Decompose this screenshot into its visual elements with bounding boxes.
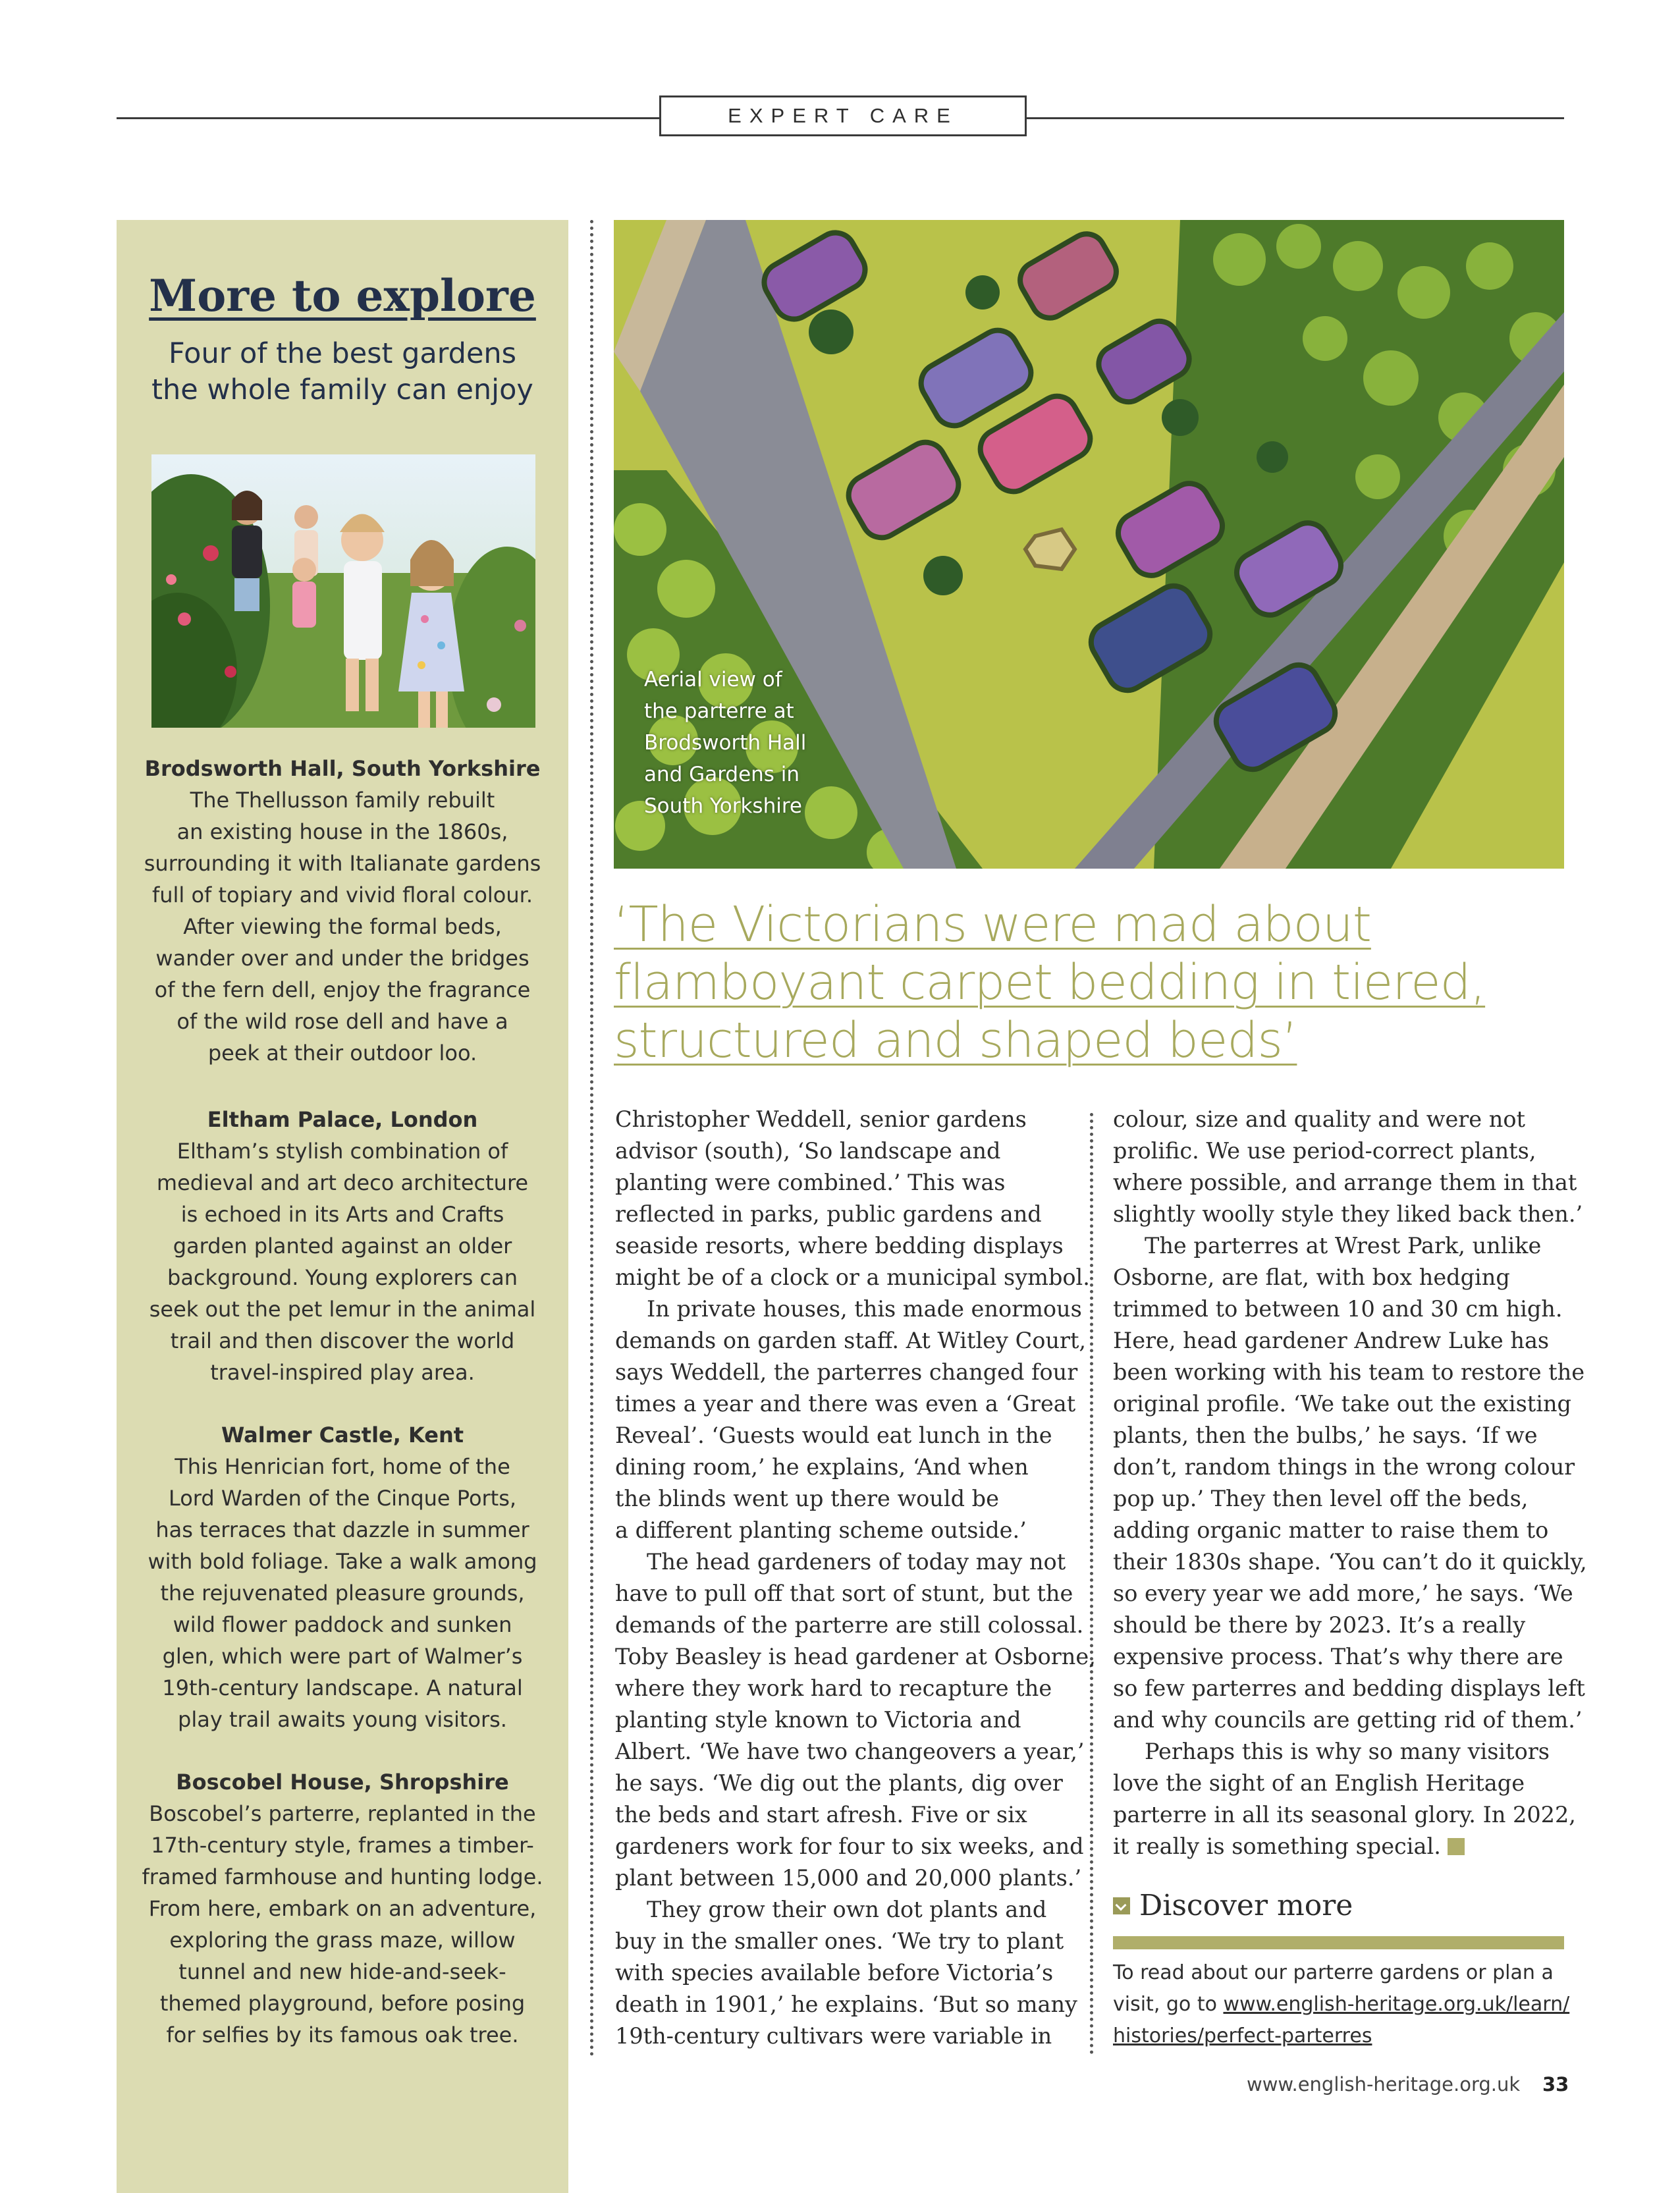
article-line: Christopher Weddell, senior gardens <box>615 1106 1027 1132</box>
article-line: with species available before Victoria’s <box>615 1960 1054 1986</box>
sidebar-entry-walmer <box>117 1419 568 1735</box>
article-line: plant between 15,000 and 20,000 plants.’ <box>615 1865 1082 1891</box>
family-garden-photo <box>151 454 535 728</box>
discover-more-label: Discover more <box>1139 1889 1353 1922</box>
section-label: EXPERT CARE <box>659 95 1027 136</box>
article-line: Perhaps this is why so many visitors <box>1145 1739 1550 1764</box>
discover-more-heading <box>1113 1889 1353 1922</box>
article-line: colour, size and quality and were not <box>1113 1106 1525 1132</box>
article-line: slightly woolly style they liked back then.’ <box>1113 1201 1583 1227</box>
footer-url: www.english-heritage.org.uk <box>1247 2073 1521 2096</box>
article-line: reflected in parks, public gardens and <box>615 1201 1042 1227</box>
article-line: so every year we add more,’ he says. ‘We <box>1113 1581 1573 1606</box>
article-line: adding organic matter to raise them to <box>1113 1517 1549 1543</box>
article-line: They grow their own dot plants and <box>647 1897 1047 1922</box>
article-line: says Weddell, the parterres changed four <box>615 1359 1078 1385</box>
entry-heading: Eltham Palace, London <box>207 1107 478 1132</box>
article-line: Reveal’. ‘Guests would eat lunch in the <box>615 1422 1052 1448</box>
article-line: planting were combined.’ This was <box>615 1170 1006 1195</box>
end-mark <box>1448 1838 1465 1855</box>
article-line: The parterres at Wrest Park, unlike <box>1145 1233 1542 1259</box>
article-line: demands on garden staff. At Witley Court, <box>615 1328 1087 1353</box>
discover-text: To read about our parterre gardens or plan a visit, go to <box>1113 1961 1554 2016</box>
sidebar-subtitle-line: Four of the best gardens <box>168 337 517 370</box>
article-line: the blinds went up there would be <box>615 1486 999 1511</box>
article-line: seaside resorts, where bedding displays <box>615 1233 1064 1259</box>
discover-more-text <box>1113 1957 1574 2052</box>
article-line: gardeners work for four to six weeks, and <box>615 1833 1084 1859</box>
discover-more-bar <box>1113 1936 1564 1949</box>
article-line: buy in the smaller ones. ‘We try to plant <box>615 1928 1064 1954</box>
header-rule-right <box>1027 117 1564 119</box>
article-line: dining room,’ he explains, ‘And when <box>615 1454 1029 1480</box>
article-line: 19th-century cultivars were variable in <box>615 2023 1052 2049</box>
article-line: might be of a clock or a municipal symbol. <box>615 1264 1090 1290</box>
article-line: plants, then the bulbs,’ he says. ‘If we <box>1113 1422 1538 1448</box>
article-line: should be there by 2023. It’s a really <box>1113 1612 1526 1638</box>
sidebar-entry-eltham <box>117 1104 568 1388</box>
column-divider <box>1090 1113 1093 2055</box>
entry-heading: Brodsworth Hall, South Yorkshire <box>144 756 541 781</box>
article-line: Albert. ‘We have two changeovers a year,’ <box>615 1739 1085 1764</box>
entry-text: This Henrician fort, home of the Lord Warden of the Cinque Ports, has terraces that dazzle in summer with bold foliage. Take a walk among the rejuvenated pleasure grounds, wild flower paddock and sunken glen, which were part of Walmer’s 19th-century landscape. A natural play trail awaits young visitors. <box>148 1454 537 1732</box>
entry-heading: Walmer Castle, Kent <box>221 1422 464 1448</box>
article-line: prolific. We use period-correct plants, <box>1113 1138 1536 1164</box>
article-line: Osborne, are flat, with box hedging <box>1113 1264 1510 1290</box>
article-line: trimmed to between 10 and 30 cm high. <box>1113 1296 1563 1322</box>
article-line: death in 1901,’ he explains. ‘But so many <box>615 1991 1077 2017</box>
sidebar-title: More to explore <box>149 270 536 321</box>
article-line: and why councils are getting rid of them.’ <box>1113 1707 1583 1733</box>
article-line: The head gardeners of today may not <box>647 1549 1066 1575</box>
article-column-2 <box>1113 1104 1587 1862</box>
entry-text: The Thellusson family rebuilt an existing house in the 1860s, surrounding it with Italianate gardens full of topiary and vivid floral colour. After viewing the formal beds, wander over and under the bridges of the fern dell, enjoy the fragrance of the wild rose dell and have a peek at their outdoor loo. <box>144 788 541 1066</box>
article-line: planting style known to Victoria and <box>615 1707 1021 1733</box>
entry-text: Eltham’s stylish combination of medieval and art deco architecture is echoed in its Arts and Crafts garden planted against an older background. Young explorers can seek out the pet lemur in the animal trail and then discover the world travel-inspired play area. <box>149 1139 536 1385</box>
pull-quote: ‘The Victorians were mad about flamboyant carpet bedding in tiered, structured and shaped beds’ <box>614 896 1486 1069</box>
column-divider <box>590 220 593 2057</box>
article-line: original profile. ‘We take out the existing <box>1113 1391 1571 1417</box>
article-line: times a year and there was even a ‘Great <box>615 1391 1076 1417</box>
article-line: Here, head gardener Andrew Luke has <box>1113 1328 1550 1353</box>
arrow-icon <box>1113 1897 1130 1914</box>
article-line: the beds and start afresh. Five or six <box>615 1802 1027 1828</box>
article-line: a different planting scheme outside.’ <box>615 1517 1027 1543</box>
article-line: demands of the parterre are still colossal. <box>615 1612 1084 1638</box>
article-line: he says. ‘We dig out the plants, dig over <box>615 1770 1063 1796</box>
article-line: advisor (south), ‘So landscape and <box>615 1138 1001 1164</box>
article-line: so few parterres and bedding displays left <box>1113 1675 1585 1701</box>
article-line: parterre in all its seasonal glory. In 2022, <box>1113 1802 1576 1828</box>
discover-link[interactable]: www.english-heritage.org.uk/learn/ <box>1223 1993 1570 2016</box>
discover-link-cont[interactable]: histories/perfect-parterres <box>1113 2024 1372 2047</box>
article-line: it really is something special. <box>1113 1831 1574 1862</box>
header-rule-left <box>117 117 659 119</box>
photo-caption: Aerial view of the parterre at Brodsworth Hall and Gardens in South Yorkshire <box>644 668 807 818</box>
page-number: 33 <box>1542 2073 1569 2096</box>
article-line: don’t, random things in the wrong colour <box>1113 1454 1575 1480</box>
article-column-1 <box>615 1104 1096 2052</box>
article-line: pop up.’ They then level off the beds, <box>1113 1486 1529 1511</box>
article-line: their 1830s shape. ‘You can’t do it quickly, <box>1113 1549 1587 1575</box>
article-line: have to pull off that sort of stunt, but the <box>615 1581 1073 1606</box>
sidebar-entry-boscobel <box>117 1766 568 2051</box>
article-line: Toby Beasley is head gardener at Osborne, <box>615 1644 1096 1669</box>
article-line: In private houses, this made enormous <box>647 1296 1082 1322</box>
sidebar-subtitle <box>117 336 568 408</box>
sidebar-subtitle-line: the whole family can enjoy <box>151 373 533 406</box>
article-line: been working with his team to restore the <box>1113 1359 1585 1385</box>
article-line: love the sight of an English Heritage <box>1113 1770 1525 1796</box>
entry-heading: Boscobel House, Shropshire <box>176 1770 509 1795</box>
article-line: expensive process. That’s why there are <box>1113 1644 1563 1669</box>
article-line: where possible, and arrange them in that <box>1113 1170 1577 1195</box>
article-line: where they work hard to recapture the <box>615 1675 1052 1701</box>
sidebar-entry-brodsworth <box>117 753 568 1069</box>
entry-text: Boscobel’s parterre, replanted in the 17th-century style, frames a timber- framed farmhouse and hunting lodge. From here, embark on an adventure, exploring the grass maze, willow tunnel and new hide-and-seek- themed playground, before posing for selfies by its famous oak tree. <box>142 1801 543 2047</box>
